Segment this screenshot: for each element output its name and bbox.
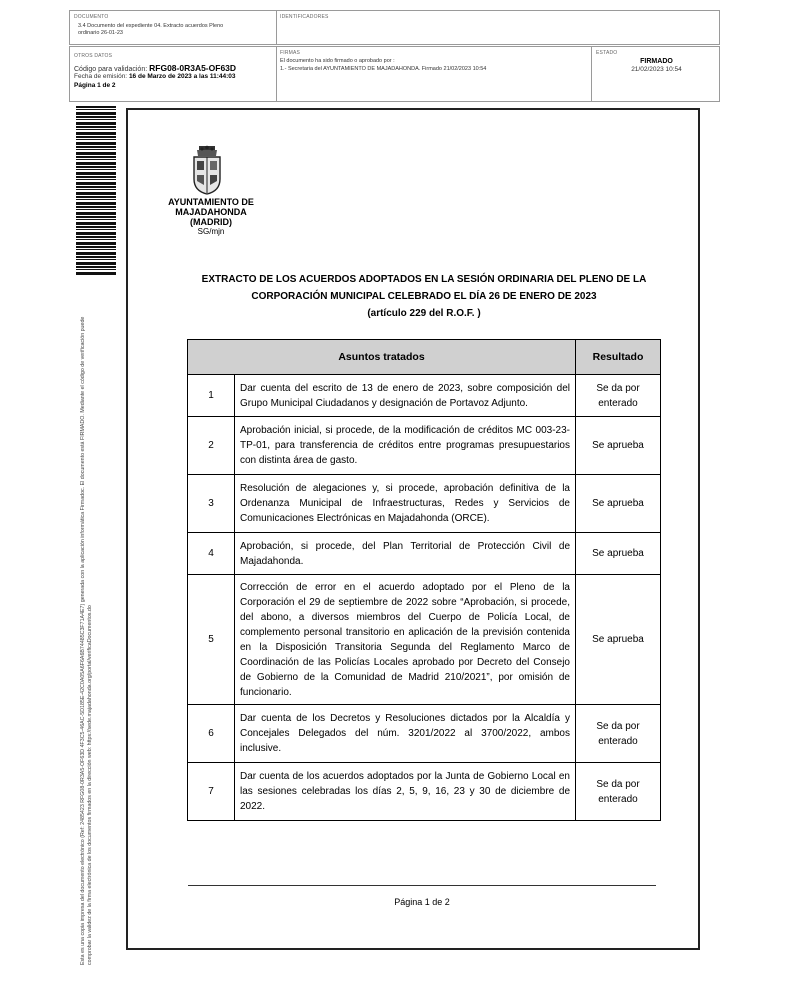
row-result: Se aprueba (576, 417, 661, 475)
documento-label: DOCUMENTO (74, 14, 109, 20)
agreements-table (187, 339, 661, 821)
table-header-row (188, 340, 661, 375)
row-number: 5 (188, 575, 235, 705)
row-text: Dar cuenta de los acuerdos adoptados por la Junta de Gobierno Local en las sesiones celebradas los días 2, 5, 9, 16, 23 y 30 de diciembre de 2022. (235, 763, 576, 821)
row-number: 7 (188, 763, 235, 821)
title-line1: EXTRACTO DE LOS ACUERDOS ADOPTADOS EN LA SESIÓN ORDINARIA DEL PLENO DE LA (201, 274, 647, 285)
row-text: Aprobación, si procede, del Plan Territorial de Protección Civil de Majadahonda. (235, 533, 576, 575)
footer-divider (188, 885, 656, 886)
municipality-line1: AYUNTAMIENTO DE (168, 197, 254, 207)
footer-page-number: Página 1 de 2 (394, 897, 450, 907)
pagina-header: Página 1 de 2 (74, 82, 116, 89)
table-row (188, 375, 661, 417)
row-result: Se da por enterado (576, 375, 661, 417)
row-number: 3 (188, 475, 235, 533)
row-text: Corrección de error en el acuerdo adoptado por el Pleno de la Corporación el 29 de septiembre de 2022 sobre “Aprobación, si procede, del abono, a diversos miembros del Cuerpo de Policía Local, de complemento personal transitorio en aplicación de la previsión contenida en la Disposición Transitoria Segunda del Reglamento Marco de Coordinación de las Policías Locales aprobado por Decreto del Consejo de Gobierno de la Comunidad de Madrid 210/2021”, por omisión de funcionario. (235, 575, 576, 705)
coat-of-arms-icon (190, 145, 224, 195)
header-bottom-box (69, 46, 720, 102)
firmas-line2: 1.- Secretaria del AYUNTAMIENTO DE MAJADAHONDA. Firmado 21/02/2023 10:54 (280, 66, 487, 72)
codigo-value: RFG08-0R3A5-OF63D (149, 63, 237, 73)
row-result: Se da por enterado (576, 763, 661, 821)
document-title (187, 271, 661, 322)
header-top-box (69, 10, 720, 45)
row-number: 6 (188, 705, 235, 763)
estado-date: 21/02/2023 10:54 (631, 66, 682, 73)
row-result: Se aprueba (576, 475, 661, 533)
documento-value: 3.4 Documento del expediente 04. Extracto acuerdos Pleno ordinario 26-01-23 (78, 23, 224, 36)
row-result: Se aprueba (576, 533, 661, 575)
otros-datos-label: OTROS DATOS (74, 53, 113, 59)
row-text: Dar cuenta de los Decretos y Resoluciones dictados por la Alcaldía y Concejales Delegados del núm. 3201/2022 al 3700/2022, ambos inclusive. (235, 705, 576, 763)
table-row (188, 763, 661, 821)
row-number: 4 (188, 533, 235, 575)
fecha-emision (74, 73, 236, 80)
table-row (188, 475, 661, 533)
title-line3: (artículo 229 del R.O.F. ) (367, 308, 481, 319)
municipality-line2: MAJADAHONDA (175, 207, 247, 217)
table-row (188, 575, 661, 705)
municipality-block (150, 197, 272, 237)
firmas-label: FIRMAS (280, 50, 301, 56)
row-result: Se da por enterado (576, 705, 661, 763)
codigo-label: Código para validación: (74, 66, 148, 73)
estado-value: FIRMADO (640, 58, 673, 65)
barcode (76, 106, 116, 276)
row-number: 1 (188, 375, 235, 417)
row-result: Se aprueba (576, 575, 661, 705)
table-row (188, 533, 661, 575)
verification-side-note: Esta es una copia impresa del documento electrónico (Ref: 2485423 RFG08-0R3A5-OF63D 4F3C5-46AC-5D185E-42C0A05A6F6A6B74485C3F71A4E7) generada con la aplicación informática Firmadoc. El documento está FIRMADO. Mediante el código de verificación puede comprobar la validez de la firma electrónica de los documentos firmados en la dirección web: https://sede.majadahonda.org/portal/verificaDocumentos.do (80, 316, 93, 965)
municipality-line3: (MADRID) (190, 217, 232, 227)
row-number: 2 (188, 417, 235, 475)
title-line2: CORPORACIÓN MUNICIPAL CELEBRADO EL DÍA 26 DE ENERO DE 2023 (251, 291, 597, 302)
identificadores-label: IDENTIFICADORES (280, 14, 329, 20)
table-row (188, 705, 661, 763)
col-asuntos-header: Asuntos tratados (188, 340, 576, 375)
estado-label: ESTADO (596, 50, 618, 56)
fecha-label: Fecha de emisión: (74, 73, 128, 80)
table-row (188, 417, 661, 475)
col-resultado-header: Resultado (576, 340, 661, 375)
municipality-ref: SG/mjn (197, 227, 225, 236)
row-text: Aprobación inicial, si procede, de la modificación de créditos MC 003-23-TP-01, para transferencia de créditos entre programas presupuestarios con distinta área de gasto. (235, 417, 576, 475)
codigo-validacion (74, 63, 236, 73)
fecha-value: 16 de Marzo de 2023 a las 11:44:03 (128, 73, 236, 80)
firmas-line1: El documento ha sido firmado o aprobado por : (280, 58, 395, 64)
row-text: Dar cuenta del escrito de 13 de enero de 2023, sobre composición del Grupo Municipal Ciudadanos y designación de Portavoz Adjunto. (235, 375, 576, 417)
row-text: Resolución de alegaciones y, si procede, aprobación definitiva de la Ordenanza Municipal de Infraestructuras, Redes y Servicios de Comunicaciones Electrónicas en Majadahonda (ORCE). (235, 475, 576, 533)
